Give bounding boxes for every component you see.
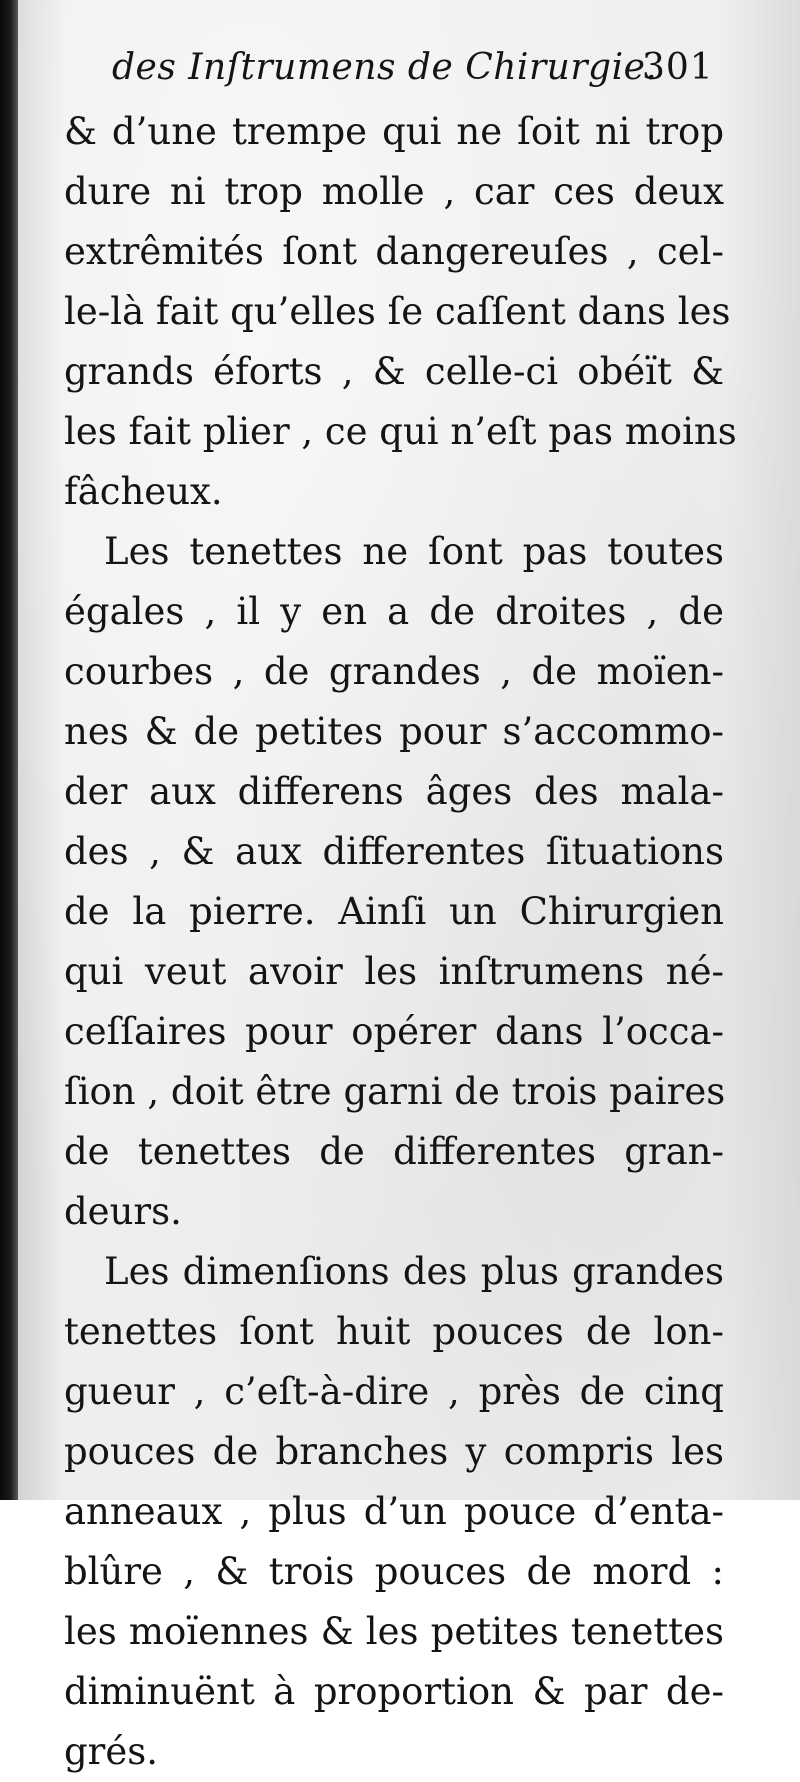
running-head xyxy=(64,40,724,102)
text-line: der aux differens âges des mala- xyxy=(64,770,724,813)
text-line: de la pierre. Ainſi un Chirurgien xyxy=(64,890,724,933)
text-line: pouces de branches y compris les xyxy=(64,1430,724,1473)
text-line: le-là fait qu’elles ſe caſſent dans les xyxy=(64,290,731,333)
text-line: de tenettes de differentes gran- xyxy=(64,1130,724,1173)
text-line: les moïennes & les petites tenettes xyxy=(64,1610,724,1653)
running-title: des Inſtrumens de Chirurgie. xyxy=(112,47,658,88)
paragraph-2 xyxy=(64,522,724,1242)
text-line: gueur , c’eſt-à-dire , près de cinq xyxy=(64,1370,724,1413)
page-text xyxy=(64,40,737,1782)
text-line: Les dimenſions des plus grandes xyxy=(104,1250,724,1293)
text-line: diminuënt à proportion & par de- xyxy=(64,1670,724,1713)
text-line: ſion , doit être garni de trois paires xyxy=(64,1070,726,1113)
scan-margin xyxy=(0,0,18,1500)
text-line: blûre , & trois pouces de mord : xyxy=(64,1550,724,1593)
text-line: ceſſaires pour opérer dans l’occa- xyxy=(64,1010,724,1053)
text-line: grands éforts , & celle-ci obéït & xyxy=(64,350,724,393)
page-number: 301 xyxy=(642,47,714,88)
text-line: qui veut avoir les inſtrumens né- xyxy=(64,950,724,993)
text-line: & d’une trempe qui ne ſoit ni trop xyxy=(64,110,724,153)
text-line: Les tenettes ne ſont pas toutes xyxy=(104,530,724,573)
text-line: deurs. xyxy=(64,1190,182,1233)
text-line: des , & aux differentes ſituations xyxy=(64,830,724,873)
paragraph-3 xyxy=(64,1242,724,1782)
text-line: grés. xyxy=(64,1730,159,1773)
text-line: nes & de petites pour s’accommo- xyxy=(64,710,724,753)
book-page xyxy=(18,0,800,1773)
text-line: égales , il y en a de droites , de xyxy=(64,590,724,633)
text-line: extrêmités ſont dangereuſes , cel- xyxy=(64,230,724,273)
text-line: anneaux , plus d’un pouce d’enta- xyxy=(64,1490,724,1533)
text-line: tenettes ſont huit pouces de lon- xyxy=(64,1310,724,1353)
text-line: les fait plier , ce qui n’eſt pas moins xyxy=(64,410,737,453)
paragraph-1 xyxy=(64,102,737,522)
text-line: fâcheux. xyxy=(64,470,223,513)
text-line: dure ni trop molle , car ces deux xyxy=(64,170,724,213)
text-line: courbes , de grandes , de moïen- xyxy=(64,650,724,693)
